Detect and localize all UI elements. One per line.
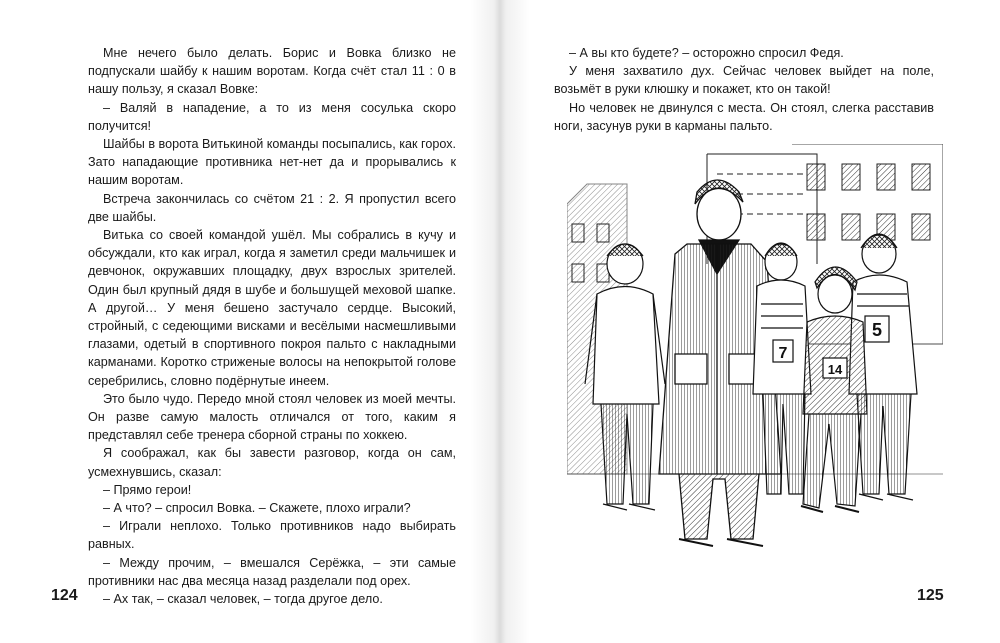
right-page [502,0,1000,643]
paragraph: – Прямо герои! [103,482,192,497]
left-page-text [88,44,456,608]
page-number-left: 124 [51,587,78,604]
paragraph: Это было чудо. Передо мной стоял человек из моей мечты. Он разве самую малость отличался от того, каким я представлял себе тренера сборной страны по хоккею. [88,391,456,443]
left-page [0,0,498,643]
page-number-right: 125 [917,587,944,604]
paragraph: Я соображал, как бы завести разговор, когда он сам, усмехнувшись, сказал: [88,446,456,479]
jersey-number: 7 [778,345,788,362]
jersey-number: 14 [827,362,843,377]
paragraph: Шайбы в ворота Витькиной команды посыпались, как горох. Зато нападающие противника нет-нет да и прорывались к нашим воротам. [88,137,456,188]
paragraph: У меня захватило дух. Сейчас человек выйдет на поле, возьмёт в руки клюшку и покажет, кто он такой! [554,64,934,97]
paragraph: – А вы кто будете? – осторожно спросил Федя. [569,46,844,60]
paragraph: Мне нечего было делать. Борис и Вовка близко не подпускали шайбу к нашим воротам. Когда счёт стал 11 : 0 в нашу пользу, я сказал Вовке: [88,46,456,97]
right-page-text [554,44,934,135]
paragraph: – Ах так, – сказал человек, – тогда другое дело. [103,592,383,607]
jersey-number: 5 [871,320,883,340]
illustration [567,144,943,564]
paragraph: Встреча закончилась со счётом 21 : 2. Я пропустил всего две шайбы. [88,191,456,224]
paragraph: Витька со своей командой ушёл. Мы собрались в кучу и обсуждали, кто как играл, когда я заметил среди мальчишек и девчонок, окружавших площадку, двух взрослых зрителей. Один был крупный дядя в шубе и большущей меховой шапке. А другой… У меня бешено застучало сердце. Высокий, стройный, с седеющими висками и весёлыми насмешливыми глазами, одетый в спортивного покроя пальто с накладными карманами. Коротко стриженые волосы на непокрытой голове серебрились, словно подёрнутые инеем. [88,228,456,388]
illustration-svg [567,144,943,564]
paragraph: – Играли неплохо. Только противников надо выбирать равных. [88,519,456,552]
paragraph: Но человек не двинулся с места. Он стоял, слегка расставив ноги, засунув руки в карманы пальто. [554,100,934,133]
paragraph: – Между прочим, – вмешался Серёжка, – эти самые противники нас два месяца назад разделали под орех. [88,555,456,588]
paragraph: – А что? – спросил Вовка. – Скажете, плохо играли? [103,501,411,516]
paragraph: – Валяй в нападение, а то из меня сосулька скоро получится! [88,100,456,133]
